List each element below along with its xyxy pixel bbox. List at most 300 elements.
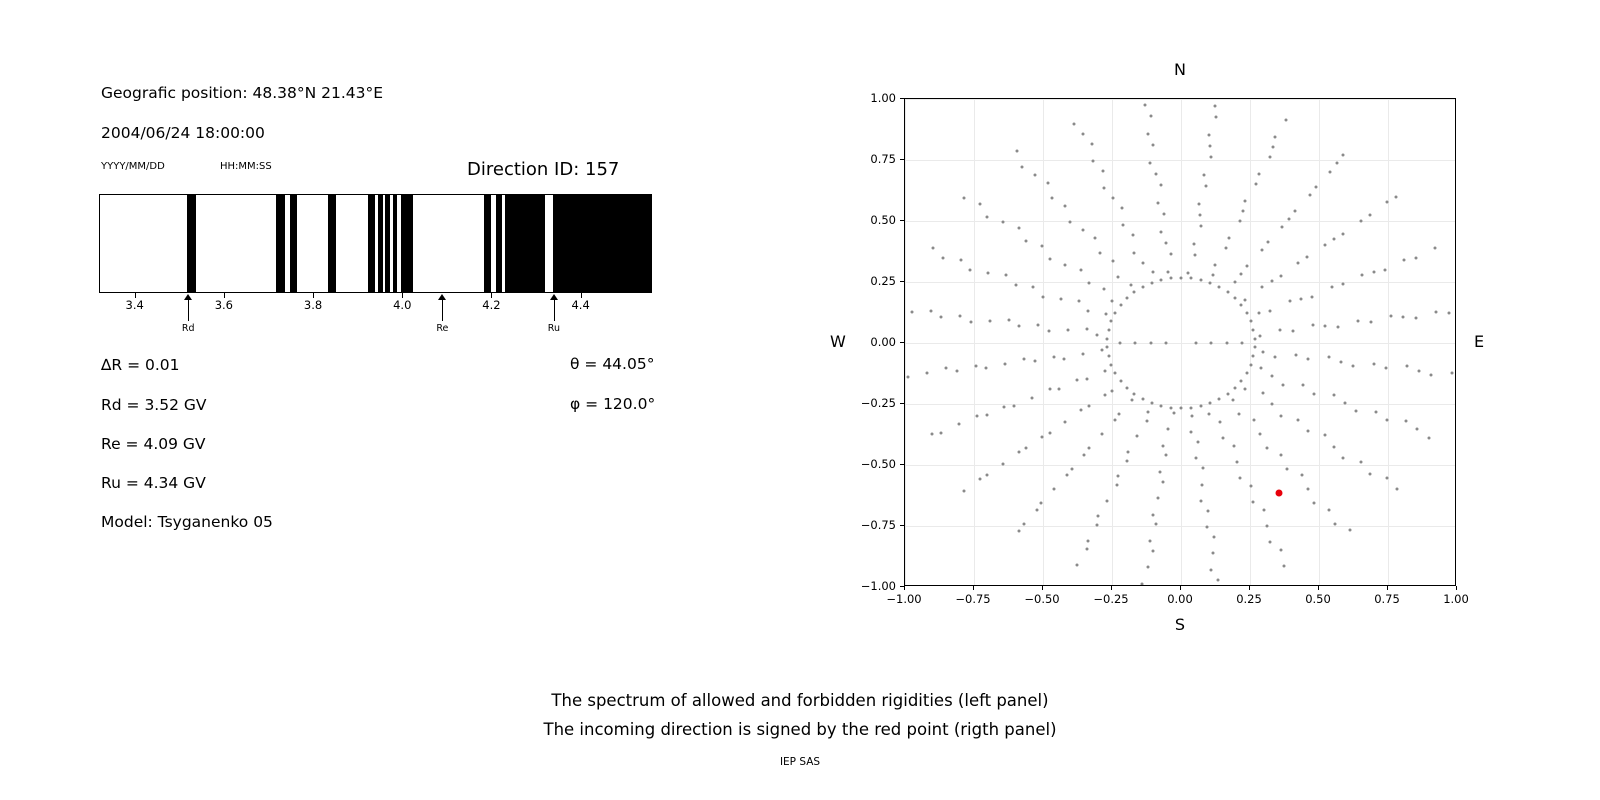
direction-dot [1136,435,1139,438]
direction-dot [1218,286,1221,289]
direction-dot [1122,224,1125,227]
direction-dot [1119,379,1122,382]
direction-dot [1210,156,1213,159]
direction-dot [1306,430,1309,433]
axis-tick-label: 3.4 [125,298,144,312]
direction-dot [1311,295,1314,298]
direction-dot [1334,522,1337,525]
direction-dot [1252,419,1255,422]
direction-dot [1313,392,1316,395]
direction-dot [1007,318,1010,321]
direction-dot [1199,279,1202,282]
direction-dot [910,310,913,313]
direction-dot [1268,540,1271,543]
direction-dot [1385,419,1388,422]
direction-dot [1102,187,1105,190]
direction-dot [1212,535,1215,538]
direction-dot [930,432,933,435]
direction-dot [1263,509,1266,512]
direction-dot [1195,457,1198,460]
direction-dot [1100,433,1103,436]
direction-dot [976,415,979,418]
direction-dot [1113,419,1116,422]
direction-dot [1125,297,1128,300]
direction-dot [1262,351,1265,354]
direction-dot [1271,375,1274,378]
direction-dot [1134,342,1137,345]
direction-dot [1205,526,1208,529]
datetime-label: 2004/06/24 18:00:00 [101,124,265,142]
direction-dot [1083,453,1086,456]
direction-dot [1196,440,1199,443]
direction-id-label: Direction ID: 157 [467,159,620,180]
direction-scatter-plot [904,98,1456,586]
direction-dot [1107,328,1110,331]
direction-dot [1149,162,1152,165]
direction-dot [1341,283,1344,286]
direction-dot [1087,282,1090,285]
direction-dot [1099,252,1102,255]
direction-dot [1208,412,1211,415]
direction-dot [1233,445,1236,448]
direction-dot [1246,264,1249,267]
direction-dot [1162,480,1165,483]
axis-tick [1042,586,1043,590]
direction-dot [1030,396,1033,399]
direction-dot [1145,419,1148,422]
direction-dot [1101,348,1104,351]
direction-dot [1414,256,1417,259]
direction-dot [1114,311,1117,314]
ru-value: Ru = 4.34 GV [101,474,206,492]
direction-dot [1077,300,1080,303]
direction-dot [1374,410,1377,413]
direction-dot [1416,428,1419,431]
axis-tick-label: 4.2 [482,298,501,312]
direction-dot [1403,259,1406,262]
gridline [1112,99,1113,585]
axis-tick-label: −1.00 [886,592,922,606]
forbidden-band [393,195,397,292]
direction-dot [1047,330,1050,333]
direction-dot [1261,392,1264,395]
direction-dot [1154,172,1157,175]
direction-dot [1301,384,1304,387]
direction-dot [1259,367,1262,370]
direction-dot [1112,197,1115,200]
compass-east-label: E [1474,332,1485,351]
direction-dot [1214,264,1217,267]
direction-dot [1260,249,1263,252]
axis-tick [900,525,904,526]
direction-dot [1312,323,1315,326]
time-format-hint: HH:MM:SS [220,161,272,172]
direction-dot [1414,317,1417,320]
direction-dot [1343,401,1346,404]
direction-dot [1110,363,1113,366]
direction-dot [1033,360,1036,363]
axis-tick [904,586,905,590]
direction-dot [1150,401,1153,404]
direction-dot [1238,220,1241,223]
geographic-position-label: Geografic position: 48.38°N 21.43°E [101,84,384,102]
direction-dot [1335,162,1338,165]
direction-dot [1037,323,1040,326]
direction-dot [1167,428,1170,431]
direction-dot [1013,405,1016,408]
direction-dot [1297,418,1300,421]
direction-dot [1405,420,1408,423]
direction-dot [1253,337,1256,340]
forbidden-band [328,195,336,292]
direction-dot [1125,386,1128,389]
direction-dot [1233,280,1236,283]
forbidden-band [378,195,382,292]
direction-dot [1244,200,1247,203]
direction-dot [959,259,962,262]
direction-dot [1288,300,1291,303]
direction-dot [1167,270,1170,273]
axis-tick-label: −0.75 [860,518,896,532]
forbidden-band [276,195,285,292]
direction-dot [1149,342,1152,345]
axis-tick-label: −0.25 [860,396,896,410]
direction-dot [1164,454,1167,457]
direction-dot [1103,370,1106,373]
direction-dot [1018,529,1021,532]
direction-dot [1291,330,1294,333]
direction-dot [1327,355,1330,358]
gridline [1388,99,1389,585]
direction-dot [1101,170,1104,173]
direction-dot [1434,246,1437,249]
gridline [1319,99,1320,585]
rigidity-marker-head [184,294,192,300]
direction-dot [1252,500,1255,503]
axis-tick [1111,586,1112,590]
direction-dot [1023,357,1026,360]
direction-dot [985,367,988,370]
direction-dot [986,215,989,218]
direction-dot [1252,355,1255,358]
direction-dot [1225,247,1228,250]
direction-dot [1395,195,1398,198]
direction-dot [1110,300,1113,303]
direction-dot [1418,369,1421,372]
direction-dot [940,431,943,434]
axis-tick [900,342,904,343]
direction-dot [1249,320,1252,323]
direction-dot [1386,476,1389,479]
rigidity-marker-head [550,294,558,300]
direction-dot [1253,346,1256,349]
direction-dot [1259,433,1262,436]
direction-dot [1076,563,1079,566]
theta-value: θ = 44.05° [570,355,655,373]
direction-dot [1258,312,1261,315]
direction-dot [1368,214,1371,217]
compass-west-label: W [830,332,846,351]
model-label: Model: Tsyganenko 05 [101,513,273,531]
direction-dot [1149,114,1152,117]
direction-dot [1238,412,1241,415]
axis-tick-label: −0.25 [1093,592,1129,606]
axis-tick-label: 1.00 [1443,592,1469,606]
direction-dot [1227,237,1230,240]
direction-dot [1190,406,1193,409]
direction-dot [1035,509,1038,512]
direction-dot [1131,398,1134,401]
forbidden-band [290,195,298,292]
direction-dot [1274,356,1277,359]
direction-dot [1014,283,1017,286]
direction-dot [962,197,965,200]
direction-dot [1372,271,1375,274]
direction-dot [1280,453,1283,456]
direction-dot [1202,466,1205,469]
direction-dot [1372,362,1375,365]
direction-dot [1103,287,1106,290]
direction-dot [1340,360,1343,363]
direction-dot [1238,476,1241,479]
axis-tick-label: 1.00 [870,91,896,105]
direction-dot [1235,460,1238,463]
direction-dot [1003,405,1006,408]
forbidden-band [484,195,491,292]
direction-dot [1063,358,1066,361]
direction-dot [1141,582,1144,585]
direction-dot [1342,232,1345,235]
axis-tick [900,98,904,99]
axis-tick-label: −0.50 [860,457,896,471]
direction-dot [1211,274,1214,277]
direction-dot [1354,410,1357,413]
direction-dot [1330,285,1333,288]
direction-dot [1222,436,1225,439]
direction-dot [1127,451,1130,454]
direction-dot [1005,273,1008,276]
selected-direction-point [1275,490,1282,497]
direction-dot [932,247,935,250]
direction-dot [941,257,944,260]
axis-tick [900,220,904,221]
axis-tick-label: 0.75 [870,152,896,166]
direction-dot [1040,502,1043,505]
direction-dot [1180,407,1183,410]
direction-dot [1287,217,1290,220]
direction-dot [1017,226,1020,229]
direction-dot [1144,103,1147,106]
direction-dot [1110,320,1113,323]
direction-dot [1059,298,1062,301]
axis-tick-label: 0.25 [870,274,896,288]
direction-dot [1142,261,1145,264]
direction-dot [1116,275,1119,278]
direction-dot [1225,342,1228,345]
direction-dot [1126,459,1129,462]
delta-r-value: ∆R = 0.01 [101,356,180,374]
direction-dot [1385,367,1388,370]
direction-dot [1105,312,1108,315]
direction-dot [1209,145,1212,148]
direction-dot [1164,241,1167,244]
direction-dot [1314,185,1317,188]
axis-tick [1318,586,1319,590]
direction-dot [1001,221,1004,224]
direction-dot [1160,279,1163,282]
direction-dot [1210,569,1213,572]
direction-dot [1232,398,1235,401]
direction-dot [1048,388,1051,391]
axis-tick [900,403,904,404]
direction-dot [1359,461,1362,464]
direction-dot [1159,231,1162,234]
direction-dot [1033,173,1036,176]
direction-dot [1076,379,1079,382]
direction-dot [907,376,910,379]
direction-dot [1103,393,1106,396]
direction-dot [1190,277,1193,280]
direction-dot [1239,272,1242,275]
direction-dot [1194,254,1197,257]
direction-dot [1279,414,1282,417]
direction-dot [1293,209,1296,212]
direction-dot [1085,327,1088,330]
axis-tick-label: 0.00 [1167,592,1193,606]
direction-dot [1116,475,1119,478]
direction-dot [1193,243,1196,246]
direction-dot [1361,273,1364,276]
direction-dot [1435,310,1438,313]
gridline [905,465,1455,466]
direction-dot [1162,212,1165,215]
direction-dot [1068,220,1071,223]
direction-dot [1336,326,1339,329]
direction-dot [1052,355,1055,358]
direction-dot [1386,201,1389,204]
direction-dot [1081,133,1084,136]
direction-dot [1112,260,1115,263]
rd-value: Rd = 3.52 GV [101,396,207,414]
direction-dot [1198,214,1201,217]
direction-dot [1199,500,1202,503]
direction-dot [1085,378,1088,381]
direction-dot [1025,239,1028,242]
direction-dot [986,474,989,477]
direction-dot [1369,321,1372,324]
gridline [1043,99,1044,585]
direction-dot [1197,203,1200,206]
direction-dot [1064,263,1067,266]
direction-dot [1249,485,1252,488]
rigidity-marker-label: Rd [181,323,195,334]
direction-dot [963,489,966,492]
axis-tick-label: −0.50 [1024,592,1060,606]
direction-dot [1048,431,1051,434]
direction-dot [1450,371,1453,374]
direction-dot [1172,411,1175,414]
direction-dot [1081,228,1084,231]
direction-dot [1086,539,1089,542]
direction-dot [1087,310,1090,313]
direction-dot [1332,238,1335,241]
direction-dot [1395,487,1398,490]
phi-value: φ = 120.0° [570,395,656,413]
direction-dot [1241,210,1244,213]
direction-dot [1402,315,1405,318]
direction-dot [1111,389,1114,392]
axis-tick-label: 4.0 [393,298,412,312]
direction-dot [1082,353,1085,356]
direction-dot [1121,207,1124,210]
direction-dot [1118,412,1121,415]
figure-caption [0,686,1600,744]
direction-dot [1066,328,1069,331]
caption-line-1: The spectrum of allowed and forbidden rigidities (left panel) [551,691,1049,710]
direction-dot [1279,329,1282,332]
direction-dot [1018,324,1021,327]
direction-dot [1234,297,1237,300]
direction-dot [1048,258,1051,261]
direction-dot [1294,353,1297,356]
direction-dot [1390,314,1393,317]
direction-dot [1245,311,1248,314]
direction-dot [1300,474,1303,477]
rigidity-marker-arrow [442,297,443,321]
direction-dot [1307,358,1310,361]
direction-dot [958,423,961,426]
direction-dot [1195,342,1198,345]
direction-dot [969,269,972,272]
direction-dot [1157,201,1160,204]
direction-dot [1342,457,1345,460]
direction-dot [1146,411,1149,414]
gridline [905,221,1455,222]
direction-dot [1266,241,1269,244]
direction-dot [1328,508,1331,511]
direction-dot [1160,404,1163,407]
gridline [1181,99,1182,585]
direction-dot [1041,436,1044,439]
direction-dot [1004,362,1007,365]
gridline [905,526,1455,527]
direction-dot [1190,414,1193,417]
direction-dot [1094,236,1097,239]
forbidden-band [368,195,374,292]
direction-dot [1141,286,1144,289]
direction-dot [1064,420,1067,423]
direction-dot [978,478,981,481]
direction-dot [969,321,972,324]
direction-dot [1151,271,1154,274]
direction-dot [1180,276,1183,279]
direction-dot [1146,133,1149,136]
direction-dot [1266,525,1269,528]
direction-dot [1211,552,1214,555]
direction-dot [1129,283,1132,286]
axis-tick-label: 4.4 [571,298,590,312]
direction-dot [1022,523,1025,526]
direction-dot [1053,488,1056,491]
direction-dot [1070,467,1073,470]
direction-dot [1080,269,1083,272]
direction-dot [1332,393,1335,396]
rigidity-marker-label: Re [436,323,449,334]
direction-dot [1096,333,1099,336]
direction-dot [1042,295,1045,298]
direction-dot [1244,387,1247,390]
direction-dot [1095,523,1098,526]
